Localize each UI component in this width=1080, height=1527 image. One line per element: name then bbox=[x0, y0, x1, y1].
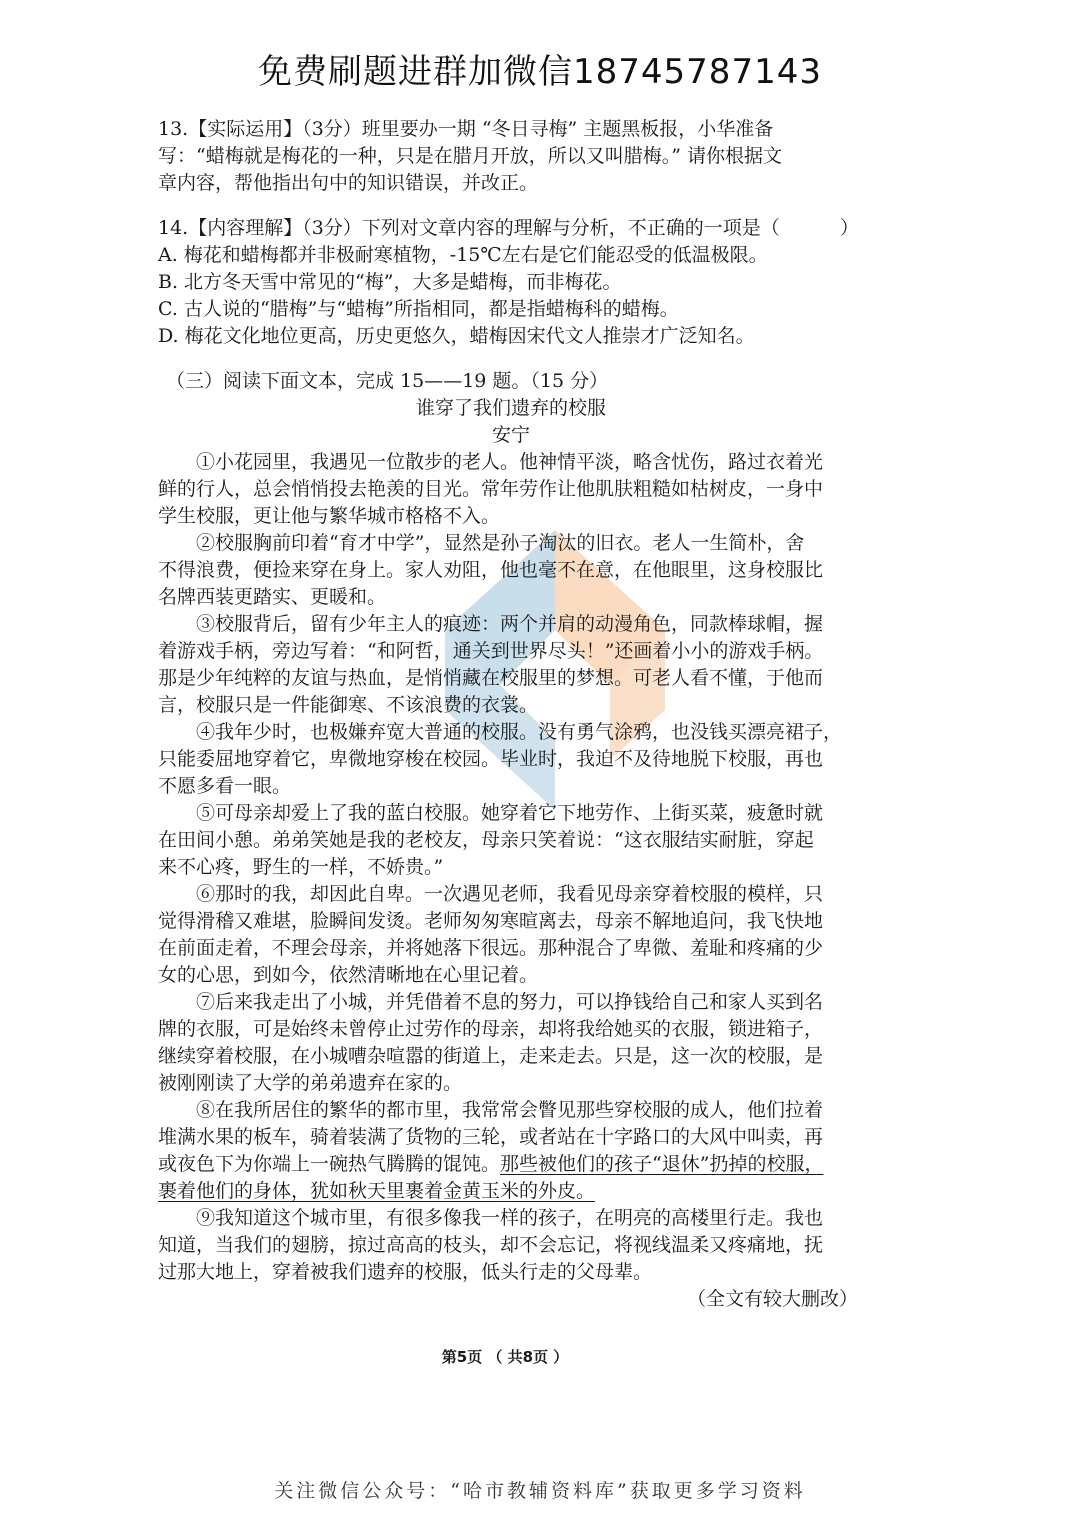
paragraph-8 bbox=[158, 1097, 864, 1205]
paragraph-1 bbox=[158, 449, 864, 530]
para-line: 堆满水果的板车，骑着装满了货物的三轮，或者站在十字路口的大风中叫卖，再 bbox=[158, 1126, 824, 1148]
article-title: 谁穿了我们遗弃的校服 bbox=[415, 397, 606, 419]
q13-line: 章内容，帮他指出句中的知识错误，并改正。 bbox=[158, 172, 539, 194]
para-line: 鲜的行人，总会悄悄投去艳羡的目光。常年劳作让他肌肤粗糙如枯树皮，一身中 bbox=[158, 478, 824, 500]
q14-option-d: D. 梅花文化地位更高，历史更悠久，蜡梅因宋代文人推崇才广泛知名。 bbox=[158, 325, 755, 347]
q14-option-c: C. 古人说的“腊梅”与“蜡梅”所指相同，都是指蜡梅科的蜡梅。 bbox=[158, 298, 679, 320]
paragraph-2 bbox=[158, 530, 864, 611]
paragraph-5 bbox=[158, 800, 864, 881]
q14-option-b: B. 北方冬天雪中常见的“梅”，大多是蜡梅，而非梅花。 bbox=[158, 271, 622, 293]
q13-line: 写：“蜡梅就是梅花的一种，只是在腊月开放，所以又叫腊梅。” 请你根据文 bbox=[158, 145, 782, 167]
q13-line: 13.【实际运用】（3分）班里要办一期 “冬日寻梅” 主题黑板报，小华准备 bbox=[158, 118, 774, 140]
para-text: 或夜色下为你端上一碗热气腾腾的馄饨。 bbox=[158, 1153, 501, 1175]
paragraph-6 bbox=[158, 881, 864, 989]
para-line: ⑦后来我走出了小城，并凭借着不息的努力，可以挣钱给自己和家人买到名 bbox=[196, 991, 824, 1013]
para-line: 知道，当我们的翅膀，掠过高高的枝头，却不会忘记，将视线温柔又疼痛地，抚 bbox=[158, 1234, 824, 1256]
para-line: 不愿多看一眼。 bbox=[158, 775, 292, 797]
para-line: ②校服胸前印着“育才中学”，显然是孙子淘汰的旧衣。老人一生简朴，舍 bbox=[196, 532, 805, 554]
paragraph-4 bbox=[158, 719, 864, 800]
q14-stem bbox=[158, 215, 864, 242]
q14-stem-close: ） bbox=[839, 217, 859, 239]
para-line: ④我年少时，也极嫌弃宽大普通的校服。没有勇气涂鸦，也没钱买漂亮裙子， bbox=[196, 721, 843, 743]
paragraph-9 bbox=[158, 1205, 864, 1286]
para-line: 来不心疼，野生的一样，不娇贵。” bbox=[158, 856, 444, 878]
para-line: 过那大地上，穿着被我们遗弃的校服，低头行走的父母辈。 bbox=[158, 1261, 653, 1283]
underlined-sentence: 那些被他们的孩子“退休”扔掉的校服， bbox=[500, 1153, 824, 1175]
q14-stem-text: 14.【内容理解】（3分）下列对文章内容的理解与分析，不正确的一项是（ bbox=[158, 217, 780, 239]
para-line: 言，校服只是一件能御寒、不该浪费的衣裳。 bbox=[158, 694, 539, 716]
section-heading: （三）阅读下面文本，完成 15——19 题。（15 分） bbox=[166, 370, 609, 392]
footer-text: 关注微信公众号：“哈市教辅资料库”获取更多学习资料 bbox=[274, 1480, 806, 1502]
para-line: 名牌西装更踏实、更暖和。 bbox=[158, 586, 387, 608]
para-line: 那是少年纯粹的友谊与热血，是悄悄藏在校服里的梦想。可老人看不懂，于他而 bbox=[158, 667, 824, 689]
page-number: 第5页 （ 共8页 ） bbox=[441, 1348, 569, 1366]
para-line: ⑨我知道这个城市里，有很多像我一样的孩子，在明亮的高楼里行走。我也 bbox=[196, 1207, 824, 1229]
para-line: ①小花园里，我遇见一位散步的老人。他神情平淡，略含忧伤，路过衣着光 bbox=[196, 451, 824, 473]
para-line: 在前面走着，不理会母亲，并将她落下很远。那种混合了卑微、羞耻和疼痛的少 bbox=[158, 937, 824, 959]
paragraph-7 bbox=[158, 989, 864, 1097]
para-line: 牌的衣服，可是始终未曾停止过劳作的母亲，却将我给她买的衣服，锁进箱子， bbox=[158, 1018, 824, 1040]
para-line bbox=[158, 1178, 864, 1205]
paragraph-3 bbox=[158, 611, 864, 719]
banner-text: 免费刷题进群加微信18745787143 bbox=[258, 52, 822, 92]
underlined-sentence: 裹着他们的身体，犹如秋天里裹着金黄玉米的外皮。 bbox=[158, 1180, 596, 1202]
para-line: ③校服背后，留有少年主人的痕迹：两个并肩的动漫角色，同款棒球帽，握 bbox=[196, 613, 824, 635]
para-line: 在田间小憩。弟弟笑她是我的老校友，母亲只笑着说：“这衣服结实耐脏，穿起 bbox=[158, 829, 814, 851]
para-line: 学生校服，更让他与繁华城市格格不入。 bbox=[158, 505, 501, 527]
para-line: 只能委屈地穿着它，卑微地穿梭在校园。毕业时，我迫不及待地脱下校服，再也 bbox=[158, 748, 824, 770]
para-line: 觉得滑稽又难堪，脸瞬间发烫。老师匆匆寒暄离去，母亲不解地追问，我飞快地 bbox=[158, 910, 824, 932]
para-line: ⑥那时的我，却因此自卑。一次遇见老师，我看见母亲穿着校服的模样，只 bbox=[196, 883, 824, 905]
edit-note: （全文有较大删改） bbox=[686, 1288, 858, 1310]
para-line: 着游戏手柄，旁边写着：“和阿哲，通关到世界尽头！”还画着小小的游戏手柄。 bbox=[158, 640, 824, 662]
para-line: ⑧在我所居住的繁华的都市里，我常常会瞥见那些穿校服的成人，他们拉着 bbox=[196, 1099, 824, 1121]
article-author: 安宁 bbox=[491, 424, 530, 446]
para-line: 被刚刚读了大学的弟弟遗弃在家的。 bbox=[158, 1072, 463, 1094]
para-line: ⑤可母亲却爱上了我的蓝白校服。她穿着它下地劳作、上街买菜，疲惫时就 bbox=[196, 802, 824, 824]
para-line: 继续穿着校服，在小城嘈杂喧嚣的街道上，走来走去。只是，这一次的校服，是 bbox=[158, 1045, 824, 1067]
q14-option-a: A. 梅花和蜡梅都并非极耐寒植物，-15℃左右是它们能忍受的低温极限。 bbox=[158, 244, 768, 266]
para-line bbox=[158, 1151, 864, 1178]
para-line: 女的心思，到如今，依然清晰地在心里记着。 bbox=[158, 964, 539, 986]
para-line: 不得浪费，便捡来穿在身上。家人劝阻，他也毫不在意，在他眼里，这身校服比 bbox=[158, 559, 824, 581]
document-body bbox=[158, 116, 864, 1313]
